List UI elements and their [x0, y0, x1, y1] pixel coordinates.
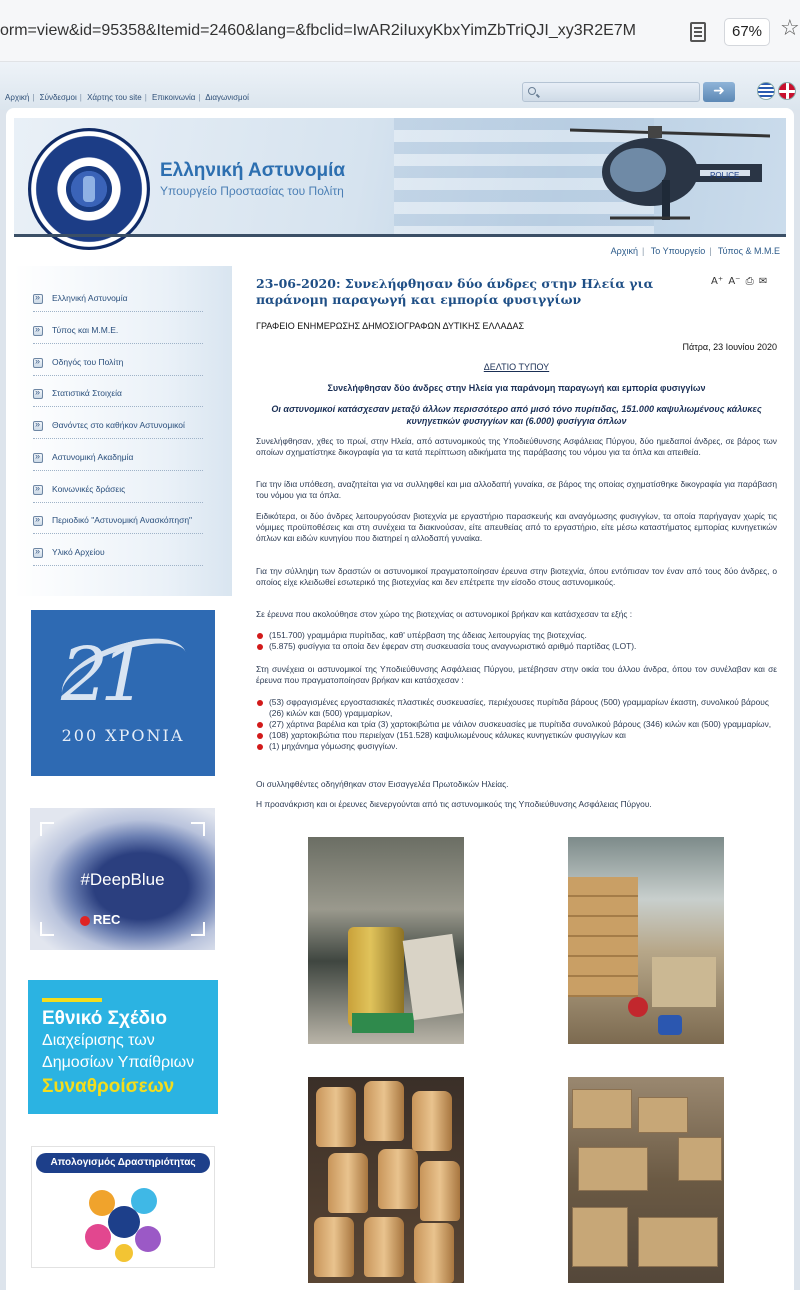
list-item: (151.700) γραμμάρια πυρίτιδας, καθ' υπέρβαση της άδειας λειτουργίας της βιοτεχνίας. — [256, 630, 777, 641]
photo-powder-barrels[interactable] — [308, 1077, 464, 1283]
list-item: (27) χάρτινα βαρέλια και τρία (3) χαρτοκιβώτια με νάιλον συσκευασίες με πυρίτιδα συνολικού βάρους (346) κιλών και (500) γραμμαρίων, — [256, 719, 777, 730]
topnav-home[interactable]: Αρχική — [5, 93, 30, 102]
list-item: (5.875) φυσίγγια τα οποία δεν έφεραν στη συσκευασία τους αναγνωριστικό αριθμό παρτίδας (LOT). — [256, 641, 777, 652]
bicentennial-banner[interactable]: 21 200 ΧΡΟΝΙΑ — [31, 610, 215, 776]
helicopter-image — [570, 120, 770, 235]
sidebar-item-social-actions[interactable]: » Κοινωνικές δράσεις — [33, 481, 203, 503]
breadcrumb-home[interactable]: Αρχική — [610, 246, 639, 256]
font-increase-icon[interactable]: A⁺ — [711, 276, 724, 287]
sidebar-item-statistics[interactable]: » Στατιστικά Στοιχεία — [33, 385, 203, 407]
sidebar-item-press[interactable]: » Τύπος και Μ.Μ.Ε. — [33, 322, 203, 344]
arrow-bullet-icon — [33, 421, 43, 431]
activity-report-banner[interactable] — [31, 1146, 215, 1268]
arrow-bullet-icon — [33, 548, 43, 558]
list-item: (53) σφραγισμένες εργοστασιακές πλαστικές συσκευασίες, περιέχουσες πυρίτιδα βάρους (500) γραμμαρίων έκαστη, συνολικού βάρους (26) κιλών και (500) γραμμαρίων, — [256, 697, 777, 719]
paragraph-6: Στη συνέχεια οι αστυνομικοί της Υποδιεύθυνσης Ασφάλειας Πύργου, μετέβησαν στην οικία του άλλου άνδρα, όπου τον συνέλαβαν και σε έρευνα που πραγματοποίησαν βρήκαν και κατάσχεσαν : — [256, 664, 777, 685]
zoom-level-button[interactable]: 67% — [724, 18, 770, 46]
arrow-bullet-icon — [33, 326, 43, 336]
font-decrease-icon[interactable]: A⁻ — [728, 276, 741, 287]
sidebar-item-academy[interactable]: » Αστυνομική Ακαδημία — [33, 449, 203, 471]
topnav-links[interactable]: Σύνδεσμοι — [39, 93, 77, 102]
activity-infographic-icon — [82, 1181, 166, 1263]
search-icon — [528, 87, 536, 95]
paragraph-4: Για την σύλληψη των δραστών οι αστυνομικοί πραγματοποίησαν έρευνα στην βιοτεχνία, όπου εντόπισαν τον έναν από τους δύο άνδρες, ο οποίος είχε κλειδωθεί εσωτερικό της βιοτεχνίας και δεν επέτρεπε την είσοδο στους αστυνομικούς. — [256, 566, 777, 587]
article-lead: Οι αστυνομικοί κατάσχεσαν μεταξύ άλλων περισσότερο από μισό τόνο πυρίτιδας, 151.000 καψυλιωμένους κάλυκες κυνηγετικών φυσιγγίων και (6.000) φυσίγγια όπλων — [271, 404, 762, 426]
deepblue-banner[interactable] — [30, 808, 215, 950]
seized-list-1 — [256, 630, 777, 652]
article-tools — [711, 276, 769, 287]
svg-text:POLICE: POLICE — [710, 171, 740, 180]
seized-list-2 — [256, 697, 777, 752]
article-title: 23-06-2020: Συνελήφθησαν δύο άνδρες στην Ηλεία για παράνομη παραγωγή και εμπορία φυσιγγίων — [256, 276, 654, 307]
record-dot-icon — [80, 916, 90, 926]
breadcrumb: Αρχική | Το Υπουργείο | Τύπος & Μ.Μ.Ε — [610, 246, 780, 256]
police-seal-icon — [66, 166, 112, 212]
photo-workshop-boxes[interactable] — [568, 837, 724, 1044]
photo-cartridge-boxes[interactable] — [568, 1077, 724, 1283]
search-go-button[interactable]: ➜ — [703, 82, 735, 102]
paragraph-3: Ειδικότερα, οι δύο άνδρες λειτουργούσαν βιοτεχνία με εργαστήριο παρασκευής και αναγόμωσης φυσιγγίων, τα οποία παρήγαγαν χωρίς τις νόμιμες προϋποθέσεις και στη συνέχεια τα διακινούσαν, είτε απευθείας από το εργαστήριο, είτε μέσω καταστήματος εμπορίας κυνηγετικών όπλων και ειδών κυνηγίου που διατηρεί η αλλοδαπή γυναίκα. — [256, 511, 777, 543]
arrow-bullet-icon — [33, 516, 43, 526]
arrow-bullet-icon — [33, 358, 43, 368]
sidebar-item-hellenic-police[interactable]: » Ελληνική Αστυνομία — [33, 290, 203, 312]
reader-view-icon[interactable] — [690, 22, 706, 42]
greek-flag-icon[interactable] — [757, 82, 775, 100]
sidebar-item-citizen-guide[interactable]: » Οδηγός του Πολίτη — [33, 354, 203, 376]
bicentennial-logo: 21 — [61, 632, 140, 718]
search-input[interactable] — [522, 82, 700, 102]
address-bar[interactable]: orm=view&id=95358&Itemid=2460&lang=&fbclid=IwAR2iIuxyKbxYimZbTriQJI_xy3R2E7M — [0, 22, 637, 39]
sidebar-item-fallen-officers[interactable]: » Θανόντες στο καθήκον Αστυνομικοί — [33, 417, 203, 439]
topnav-contact[interactable]: Επικοινωνία — [152, 93, 196, 102]
bookmark-star-icon[interactable]: ☆ — [780, 16, 800, 41]
dateline: Πάτρα, 23 Ιουνίου 2020 — [682, 342, 777, 352]
email-icon[interactable]: ✉ — [758, 276, 768, 287]
breadcrumb-ministry[interactable]: Το Υπουργείο — [650, 246, 706, 256]
deepblue-hashtag: #DeepBlue — [80, 870, 165, 889]
print-icon[interactable]: ⎙ — [745, 276, 754, 287]
paragraph-8: Η προανάκριση και οι έρευνες διενεργούνται από τις αστυνομικούς της Υποδιεύθυνσης Ασφάλειας Πύργου. — [256, 799, 652, 809]
photo-reloading-machine[interactable] — [308, 837, 464, 1044]
list-item: (1) μηχάνημα γόμωσης φυσιγγίων. — [256, 741, 777, 752]
rec-label: REC — [93, 912, 121, 927]
arrow-bullet-icon — [33, 453, 43, 463]
national-plan-banner[interactable]: Εθνικό Σχέδιο Διαχείρισης των Δημοσίων Υπαίθριων Συναθροίσεων — [28, 980, 218, 1114]
arrow-bullet-icon — [33, 294, 43, 304]
press-office: ΓΡΑΦΕΙΟ ΕΝΗΜΕΡΩΣΗΣ ΔΗΜΟΣΙΟΓΡΑΦΩΝ ΔΥΤΙΚΗΣ ΕΛΛΑΔΑΣ — [256, 321, 525, 331]
article-subhead: Συνελήφθησαν δύο άνδρες στην Ηλεία για παράνομη παραγωγή και εμπορία φυσιγγίων — [327, 383, 706, 393]
topnav-sitemap[interactable]: Χάρτης του site — [87, 93, 142, 102]
site-title: Ελληνική Αστυνομία — [160, 160, 346, 181]
header-divider — [14, 234, 786, 237]
list-item: (108) χαρτοκιβώτια που περιείχαν (151.528) καψυλιωμένους κάλυκες κυνηγετικών φυσιγγίων και — [256, 730, 777, 741]
english-flag-icon[interactable] — [778, 82, 796, 100]
paragraph-1: Συνελήφθησαν, χθες το πρωί, στην Ηλεία, από αστυνομικούς της Υποδιεύθυνσης Ασφάλειας Πύργου, δύο ημεδαποί άνδρες, σε βάρος των οποίων σχηματίστηκε δικογραφία για τα κατά περίπτωση αδικήματα της παράβασης του νόμου για τα όπλα και απειθεία. — [256, 436, 777, 457]
press-release-label: ΔΕΛΤΙΟ ΤΥΠΟΥ — [483, 362, 550, 372]
site-subtitle: Υπουργείο Προστασίας του Πολίτη — [160, 184, 344, 198]
paragraph-5: Σε έρευνα που ακολούθησε στον χώρο της βιοτεχνίας οι αστυνομικοί βρήκαν και κατάσχεσαν τα εξής : — [256, 609, 633, 619]
sidebar-item-archive[interactable]: » Υλικό Αρχείου — [33, 544, 203, 566]
paragraph-7: Οι συλληφθέντες οδηγήθηκαν στον Εισαγγελέα Πρωτοδικών Ηλείας. — [256, 779, 509, 789]
browser-toolbar — [0, 0, 800, 62]
arrow-bullet-icon — [33, 389, 43, 399]
breadcrumb-press[interactable]: Τύπος & Μ.Μ.Ε — [717, 246, 780, 256]
topnav-competitions[interactable]: Διαγωνισμοί — [205, 93, 249, 102]
paragraph-2: Για την ίδια υπόθεση, αναζητείται για να συλληφθεί και μια αλλοδαπή γυναίκα, σε βάρος της οποίας σχηματίσθηκε δικογραφία για παράβαση του νόμου για τα όπλα. — [256, 479, 777, 500]
sidebar-item-magazine[interactable]: » Περιοδικό "Αστυνομική Ανασκόπηση" — [33, 512, 203, 534]
activity-report-title: Απολογισμός Δραστηριότητας — [36, 1153, 210, 1173]
top-nav: Αρχική | Σύνδεσμοι | Χάρτης του site | Επικοινωνία | Διαγωνισμοί — [5, 93, 249, 102]
arrow-bullet-icon — [33, 485, 43, 495]
